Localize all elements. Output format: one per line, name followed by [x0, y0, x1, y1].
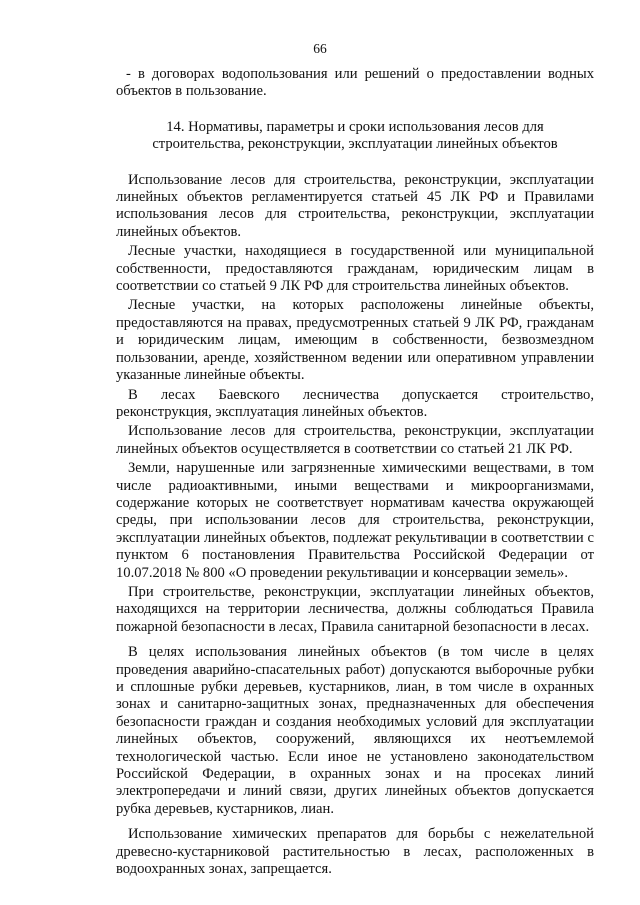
section-heading: 14. Нормативы, параметры и сроки использования лесов для строительства, реконструкции, эксплуатации линейных объектов — [152, 118, 558, 153]
paragraph-8: В целях использования линейных объектов (в том числе в целях проведения аварийно-спасательных работ) допускаются выборочные рубки и сплошные рубки деревьев, кустарников, лиан, в том числе в охранных зонах и санитарно-защитных зонах, предназначенных для обеспечения безопасности граждан и создания необходимых условий для эксплуатации линейных объектов, сооружений, являющихся их неотъемлемой технологической частью. Если иное не установлено законодательством Российской Федерации, в охранных зонах и на просеках линий электропередачи и линий связи, других линейных объектов допускается рубка деревьев, кустарников, лиан. — [116, 644, 594, 817]
page-number: 66 — [313, 41, 327, 56]
paragraph-6: Земли, нарушенные или загрязненные химическими веществами, в том числе радиоактивными, иными веществами и микроорганизмами, содержание которых не соответствует нормативам качества окружающей среды, при использовании лесов для строительства, реконструкции, эксплуатации линейных объектов, подлежат рекультивации в соответствии с пунктом 6 постановления Правительства Российской Федерации от 10.07.2018 № 800 «О проведении рекультивации и консервации земель». — [116, 460, 594, 581]
paragraph-7: При строительстве, реконструкции, эксплуатации линейных объектов, находящихся на территории лесничества, должны соблюдаться Правила пожарной безопасности в лесах, Правила санитарной безопасности в лесах. — [116, 583, 594, 635]
paragraph-4: В лесах Баевского лесничества допускается строительство, реконструкция, эксплуатация линейных объектов. — [116, 386, 594, 420]
paragraph-1: Использование лесов для строительства, реконструкции, эксплуатации линейных объектов регламентируется статьей 45 ЛК РФ и Правилами использования лесов для строительства, реконструкции, эксплуатации линейных объектов. — [116, 171, 594, 240]
paragraph-5: Использование лесов для строительства, реконструкции, эксплуатации линейных объектов осуществляется в соответствии со статьей 21 ЛК РФ. — [116, 423, 594, 457]
paragraph-2: Лесные участки, находящиеся в государственной или муниципальной собственности, предоставляются гражданам, юридическим лицам в соответствии со статьей 9 ЛК РФ для строительства линейных объектов. — [116, 243, 594, 295]
paragraph-3: Лесные участки, на которых расположены линейные объекты, предоставляются на правах, предусмотренных статьей 9 ЛК РФ, гражданам и юридическим лицам, имеющим в собственности, безвозмездном пользовании, аренде, хозяйственном ведении или оперативном управлении указанные линейные объекты. — [116, 297, 594, 384]
page-content — [116, 66, 594, 878]
paragraph-9: Использование химических препаратов для борьбы с нежелательной древесно-кустарниковой растительностью в лесах, расположенных в водоохранных зонах, запрещается. — [116, 826, 594, 878]
lead-paragraph: - в договорах водопользования или решений о предоставлении водных объектов в пользование. — [116, 66, 594, 100]
